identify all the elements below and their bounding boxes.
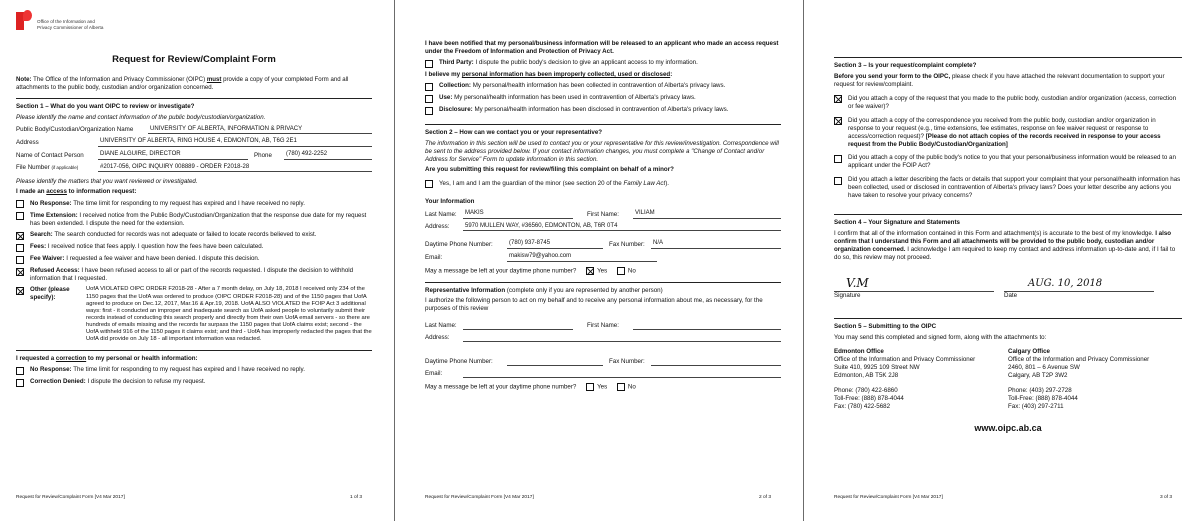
correction-item-description: The time limit for responding to my request has expired and I have received no reply. [73, 366, 305, 374]
phone-label: Phone [254, 151, 272, 159]
email-row [425, 253, 781, 262]
completeness-text [848, 95, 1182, 111]
oipc-org-name [37, 10, 103, 31]
completeness-checklist [834, 95, 1182, 200]
access-item [16, 267, 372, 283]
privacy-checkbox-list [425, 82, 781, 115]
rep-heading-tail: (complete only if you are represented by another person) [506, 287, 663, 295]
access-item-text [30, 243, 372, 251]
office-heading: Edmonton Office [834, 347, 884, 355]
daytime-phone-label: Daytime Phone Number: [425, 241, 493, 249]
completeness-item [834, 117, 1182, 149]
privacy-item-checkbox[interactable] [425, 95, 433, 103]
signature-row [834, 276, 1182, 300]
your-address-field[interactable]: 5970 MULLEN WAY, #36560, EDMONTON, AB, T6R 0T4 [463, 223, 781, 232]
signature-field[interactable]: V.M [834, 276, 994, 292]
office-phone: Toll-Free: (888) 878-4044 [1008, 394, 1078, 402]
office-line: Office of the Information and Privacy Commissioner [834, 355, 976, 363]
access-checkbox-list [16, 200, 372, 283]
access-item-checkbox[interactable] [16, 212, 24, 220]
rep-address-field[interactable] [463, 334, 781, 342]
signature-label: Signature [834, 292, 861, 300]
privacy-item-text [439, 106, 781, 114]
public-body-row [16, 126, 372, 135]
public-body-field[interactable]: UNIVERSITY OF ALBERTA, INFORMATION & PRIVACY [148, 126, 372, 135]
daytime-phone-field[interactable]: (780) 937-8745 [507, 240, 603, 249]
org-name-line: Privacy Commissioner of Alberta [37, 24, 104, 30]
section-2 [425, 124, 781, 392]
rep-message-question: May a message be left at your daytime phone number? [425, 383, 577, 391]
heading-text: to information request: [68, 188, 137, 196]
notified-heading: I have been notified that my personal/business information will be released to an applicant who made an access request under the Freedom of Information and Protection of Privacy Act. [425, 40, 779, 55]
access-item-description: The search conducted for records was not adequate or failed to locate records believed to exist. [54, 231, 317, 239]
heading-text: I requested a [16, 354, 55, 362]
privacy-item-checkbox[interactable] [425, 107, 433, 115]
intro-text: please check if you have attached the relevant documentation to support your request for review/complaint. [834, 72, 1165, 88]
access-item [16, 200, 372, 209]
access-item-label: Refused Access: [30, 267, 80, 275]
completeness-text [848, 117, 1182, 149]
office-phone: Toll-Free: (888) 878-4044 [834, 394, 904, 402]
access-item-description: I received notice from the Public Body/Custodian/Organization that the response due date for my request has been extended. I dispute the need for the extension. [30, 211, 367, 227]
heading-text: I believe my [425, 70, 461, 78]
correction-item-label: Correction Denied: [30, 378, 86, 386]
org-name-line: Office of the Information and [37, 19, 95, 24]
file-number-row [16, 164, 372, 173]
your-address-label: Address: [425, 223, 450, 231]
rep-email-field[interactable] [463, 370, 781, 378]
privacy-item-description: My personal/health information has been used in contravention of Alberta's privacy laws. [454, 94, 696, 102]
completeness-checkbox[interactable] [834, 95, 842, 103]
correction-item-checkbox[interactable] [16, 367, 24, 375]
statement-emphasis: I also confirm that I understand this Form and all attachments will be provided to the public body, custodian and/or organization concerned. [834, 230, 1172, 253]
office-phone: Fax: (403) 297-2711 [1008, 402, 1064, 410]
footer-page-number: 1 of 3 [349, 494, 362, 500]
your-information-heading: Your Information [425, 198, 475, 205]
note-text: provide a copy of your completed Form and all attachments to the public body, custodian and/or organization concerned. [16, 76, 349, 91]
intro-emphasis: Before you send your form to the OIPC, [834, 72, 951, 80]
footer-page-number: 2 of 3 [758, 494, 771, 500]
yes-label: Yes [597, 383, 608, 391]
heading-emphasis: personal information has been improperly collected, used or disclosed [461, 70, 671, 78]
representative-authorization: I authorize the following person to act on my behalf and to receive any personal information about me, as necessary, for the purposes of this review [425, 297, 763, 313]
page-footer [403, 495, 795, 501]
access-item [16, 255, 372, 264]
heading-emphasis: correction [55, 354, 87, 362]
access-item-text [30, 255, 372, 263]
statement-text: I confirm that all of the information contained in this Form and attachment(s) is accurate to the best of my knowledge. [834, 230, 1154, 238]
rep-last-name-field[interactable] [463, 322, 573, 330]
section-1-instructions: Please identify the name and contact information of the public body/custodian/organization. [16, 113, 266, 121]
rep-heading-text: Representative Information [425, 287, 506, 295]
section-5 [834, 318, 1182, 434]
completeness-item [834, 95, 1182, 111]
office-phone: Phone: (780) 422-6860 [834, 386, 898, 394]
access-item-label: No Response: [30, 199, 72, 207]
access-heading [16, 188, 372, 196]
rep-address-row [425, 334, 781, 342]
privacy-item [425, 94, 781, 103]
access-item [16, 243, 372, 252]
third-party-description: I dispute the public body's decision to give an applicant access to my information. [475, 59, 698, 67]
representative-section [425, 282, 781, 391]
other-description[interactable]: UofA VIOLATED OIPC ORDER F2018-28 - After a 7 month delay, on July 18, 2018 I received only 234 of the 1150 pages that the UofA was ordered to produce (OIPC ORDER F2018-28) and of the 1150 pages that UofA agreed to produce on Dec.12, 2017, Mar.16 & Apr.19, 2018. UofA ALSO VIOLATED the FOIP Act 3 additional ways: first - it conducted an improper and inadequate search as UofA asked people to voluntarily submit their records instead of conducting this search properly and directly from their own UofA email servers - so there are hundreds of emails missing and the records far surpass the 1150 pages that UofA claims exist; second - the UofA withheld 916 of the 1150 pages it claims exist; and third - UofA has improperly redacted the pages that the UofA did provide on July 18 - all important information was redacted. [86, 286, 372, 342]
address-row [16, 138, 372, 147]
correction-item [16, 378, 372, 387]
correction-checkbox-list [16, 366, 372, 387]
completeness-checkbox[interactable] [834, 155, 842, 163]
name-row [425, 210, 781, 219]
section-4 [834, 214, 1182, 300]
access-item-text [30, 212, 372, 228]
message-question-row [425, 267, 781, 276]
file-number-label-text: File Number [16, 164, 50, 172]
footer-form-version: Request for Review/Complaint Form [V4 Mar 2017] [16, 494, 125, 500]
contact-row [16, 151, 372, 160]
access-item-text [30, 231, 372, 239]
section-3-title: Section 3 – Is your request/complaint complete? [834, 62, 977, 69]
no-label: No [627, 267, 636, 275]
privacy-item [425, 106, 781, 115]
privacy-item-description: My personal/health information has been collected in contravention of Alberta's privacy laws. [472, 82, 726, 90]
footer-form-version: Request for Review/Complaint Form [V4 Mar 2017] [425, 494, 534, 500]
office-phone: Fax: (780) 422-5682 [834, 402, 891, 410]
minor-text-tail: ). [665, 179, 669, 187]
section-5-title: Section 5 – Submitting to the OIPC [834, 323, 937, 331]
third-party-checkbox[interactable] [425, 60, 433, 68]
rep-first-name-field[interactable] [633, 322, 781, 330]
access-item [16, 231, 372, 240]
minor-checkbox-label [439, 180, 781, 188]
address-label: Address [16, 139, 39, 147]
rep-fax-label: Fax Number: [609, 358, 645, 366]
correction-item-label: No Response: [30, 366, 72, 374]
first-name-label: First Name: [587, 210, 619, 218]
completeness-question: Did you attach a copy of the correspondence you received from the public body, custodian and/or organization in response to your request (e.g., time extensions, fee estimates, response on fee waiver request or response to access/correction request)? [848, 116, 1156, 140]
note-emphasis: must [206, 76, 222, 84]
other-checkbox[interactable] [16, 287, 24, 295]
oipc-logo-icon [16, 10, 33, 32]
section-5-instructions: You may send this completed and signed form, along with the attachments to: [834, 334, 1047, 342]
address-field[interactable]: UNIVERSITY OF ALBERTA, RING HOUSE 4, EDMONTON, AB, T6G 2E1 [98, 138, 372, 147]
rep-phone-label: Daytime Phone Number: [425, 358, 493, 366]
statement-text: I acknowledge I am required to keep my contact and address information up-to-date and, if I fail to do so, this review may not proceed. [834, 245, 1176, 261]
footer-page-number: 3 of 3 [1159, 494, 1172, 500]
access-item [16, 212, 372, 228]
completeness-checkbox[interactable] [834, 117, 842, 125]
email-field[interactable]: makisw79@yahoo.com [507, 253, 657, 262]
email-label: Email: [425, 253, 443, 261]
rep-phone-row [425, 358, 781, 366]
rep-address-label: Address: [425, 334, 450, 342]
access-item-checkbox[interactable] [16, 232, 24, 240]
section-3 [834, 57, 1182, 200]
file-number-field[interactable]: #2017-056, OIPC INQUIRY 008889 - ORDER F2018-28 [98, 164, 372, 173]
minor-checkbox[interactable] [425, 180, 433, 188]
other-label-wrap [16, 286, 86, 343]
office-heading: Calgary Office [1008, 347, 1050, 355]
rep-phone-field[interactable] [507, 358, 603, 366]
access-item-checkbox[interactable] [16, 244, 24, 252]
phone-field[interactable]: (780) 492-2252 [284, 151, 372, 160]
privacy-item-label: Use: [439, 94, 453, 102]
page-footer [0, 495, 388, 501]
privacy-item-checkbox[interactable] [425, 83, 433, 91]
rep-name-row [425, 322, 781, 330]
third-party-label: Third Party: [439, 59, 474, 67]
date-label: Date [1004, 292, 1018, 300]
correction-item-text [30, 366, 372, 374]
heading-text: : [670, 70, 673, 78]
section-3-intro [834, 73, 1182, 89]
access-item-description: The time limit for responding to my request has expired and I have received no reply. [73, 199, 305, 207]
fax-label: Fax Number: [609, 241, 645, 249]
heading-text: to my personal or health information: [87, 354, 198, 362]
correction-heading [16, 355, 372, 363]
form-note [16, 76, 372, 92]
office-line: 2460, 801 – 6 Avenue SW [1008, 363, 1080, 371]
office-addresses [834, 348, 1182, 411]
access-item-label: Search: [30, 231, 53, 239]
privacy-item [425, 82, 781, 91]
third-party-item [425, 59, 781, 68]
office-line: Calgary, AB T2P 3W2 [1008, 371, 1068, 379]
section-2-title: Section 2 – How can we contact you or your representative? [425, 128, 603, 136]
rep-message-yes-checkbox[interactable] [586, 383, 594, 391]
heading-emphasis: access [46, 188, 67, 196]
oipc-logo-block [16, 10, 372, 44]
page-footer [812, 495, 1200, 501]
privacy-item-text [439, 82, 781, 90]
access-item-text [30, 267, 372, 283]
rep-message-question-row [425, 383, 781, 392]
file-number-label [16, 164, 98, 172]
rep-message-no-checkbox[interactable] [617, 383, 625, 391]
third-party [425, 59, 781, 68]
access-item-description: I have been refused access to all or part of the records requested. I dispute the decision to withhold information that I requested. [30, 267, 354, 282]
completeness-item [834, 176, 1182, 200]
note-label: Note: [16, 76, 32, 84]
contact-person-field[interactable]: DIANE ALGUIRE, DIRECTOR [98, 151, 248, 160]
rep-email-row [425, 370, 781, 378]
access-item-checkbox[interactable] [16, 268, 24, 276]
file-number-hint: (if applicable) [51, 165, 79, 171]
other-item [16, 286, 372, 343]
page-divider [394, 0, 395, 521]
third-party-text [439, 59, 781, 67]
office-line: Edmonton, AB T5K 2J8 [834, 371, 899, 379]
form-page-1 [0, 0, 388, 521]
page-divider [803, 0, 804, 521]
office-line: Office of the Information and Privacy Commissioner [1008, 355, 1150, 363]
address-row [425, 223, 781, 232]
section-4-title: Section 4 – Your Signature and Statements [834, 219, 960, 227]
access-item-label: Fee Waiver: [30, 255, 65, 263]
section-2-instructions: The information in this section will be used to contact you or your representative for this review/investigation. Correspondence will be sent to the address provided below. If your contact information changes, you must complete a "Change of Contact and/or Address for Service" Form to update information in this section. [425, 139, 779, 163]
minor-question: Are you submitting this request for review/filing this complaint on behalf of a minor? [425, 165, 674, 173]
completeness-question: Did you attach a copy of the request that you made to the public body, custodian and/or organization (access, correction or fee waiver)? [848, 94, 1177, 110]
section-1 [16, 98, 372, 343]
access-item-description: I received notice that fees apply. I question how the fees have been calculated. [47, 243, 264, 251]
rep-fax-field[interactable] [651, 358, 781, 366]
correction-item-text [30, 378, 372, 386]
minor-checkbox-item [425, 180, 781, 189]
rep-email-label: Email: [425, 370, 443, 378]
privacy-item-text [439, 94, 781, 102]
message-no-checkbox[interactable] [617, 267, 625, 275]
correction-item [16, 366, 372, 375]
completeness-text [848, 176, 1182, 200]
date-block [1004, 278, 1154, 300]
public-body-label: Public Body/Custodian/Organization Name [16, 126, 134, 134]
completeness-question: Did you attach a copy of the public body's notice to you that your personal/business information would be released to an applicant under the FOIP Act? [848, 154, 1176, 170]
yes-label: Yes [597, 267, 608, 275]
calgary-office [1008, 348, 1182, 411]
minor-text: Yes, I am and I am the guardian of the minor (see section 20 of the [439, 179, 622, 187]
footer-form-version: Request for Review/Complaint Form [V4 Mar 2017] [834, 494, 943, 500]
oipc-website-link[interactable]: www.oipc.ab.ca [974, 422, 1042, 433]
section-1-title: Section 1 – What do you want OIPC to review or investigate? [16, 102, 195, 110]
correction-item-checkbox[interactable] [16, 379, 24, 387]
date-field[interactable]: AUG. 10, 2018 [1004, 278, 1154, 292]
note-text: The Office of the Information and Privacy Commissioner (OIPC) [33, 76, 206, 84]
believe-heading [425, 71, 781, 79]
matters-instructions: Please identify the matters that you want reviewed or investigated. [16, 178, 198, 186]
signature-block [834, 276, 994, 300]
last-name-field[interactable]: MAKIS [463, 210, 573, 219]
day-phone-row [425, 240, 781, 249]
privacy-item-label: Disclosure: [439, 106, 473, 114]
completeness-text [848, 154, 1182, 170]
access-item-checkbox[interactable] [16, 200, 24, 208]
edmonton-office [834, 348, 1008, 411]
first-name-field[interactable]: VILIAM [633, 210, 781, 219]
office-phone: Phone: (403) 297-2728 [1008, 386, 1072, 394]
representative-heading [425, 287, 781, 295]
completeness-checkbox[interactable] [834, 177, 842, 185]
message-yes-checkbox[interactable] [586, 267, 594, 275]
form-page-3 [812, 0, 1200, 521]
message-question: May a message be left at your daytime phone number? [425, 267, 577, 275]
access-item-checkbox[interactable] [16, 256, 24, 264]
access-item-description: I requested a fee waiver and have been denied. I dispute this decision. [66, 255, 260, 263]
rep-first-name-label: First Name: [587, 322, 619, 330]
minor-act-name: Family Law Act [623, 179, 666, 187]
completeness-item [834, 154, 1182, 170]
form-page-2 [403, 0, 795, 521]
form-title: Request for Review/Complaint Form [112, 54, 276, 65]
last-name-label: Last Name: [425, 210, 457, 218]
completeness-note: [Please do not attach copies of the records received in response to your access request from the Public Body/Custodian/Organization] [848, 132, 1161, 148]
other-label: Other (please specify): [30, 286, 70, 302]
rep-last-name-label: Last Name: [425, 322, 457, 330]
contact-person-label: Name of Contact Person [16, 151, 84, 159]
office-line: Suite 410, 9925 109 Street NW [834, 363, 920, 371]
privacy-item-label: Collection: [439, 82, 471, 90]
fax-field[interactable]: N/A [651, 240, 781, 249]
privacy-item-description: My personal/health information has been disclosed in contravention of Alberta's privacy laws. [474, 106, 729, 114]
heading-text: I made an [16, 188, 45, 196]
completeness-question: Did you attach a letter describing the facts or details that support your complaint that your personal/health information has been collected, used or disclosed in contravention of Alberta's privacy laws? Does your letter describe any actions you have taken to resolve your privacy concerns? [848, 176, 1181, 200]
correction-section [16, 350, 372, 387]
section-4-statement [834, 230, 1182, 262]
no-label: No [627, 383, 636, 391]
correction-item-description: I dispute the decision to refuse my request. [87, 378, 206, 386]
access-item-label: Time Extension: [30, 211, 78, 219]
access-item-text [30, 200, 372, 208]
access-item-label: Fees: [30, 243, 47, 251]
